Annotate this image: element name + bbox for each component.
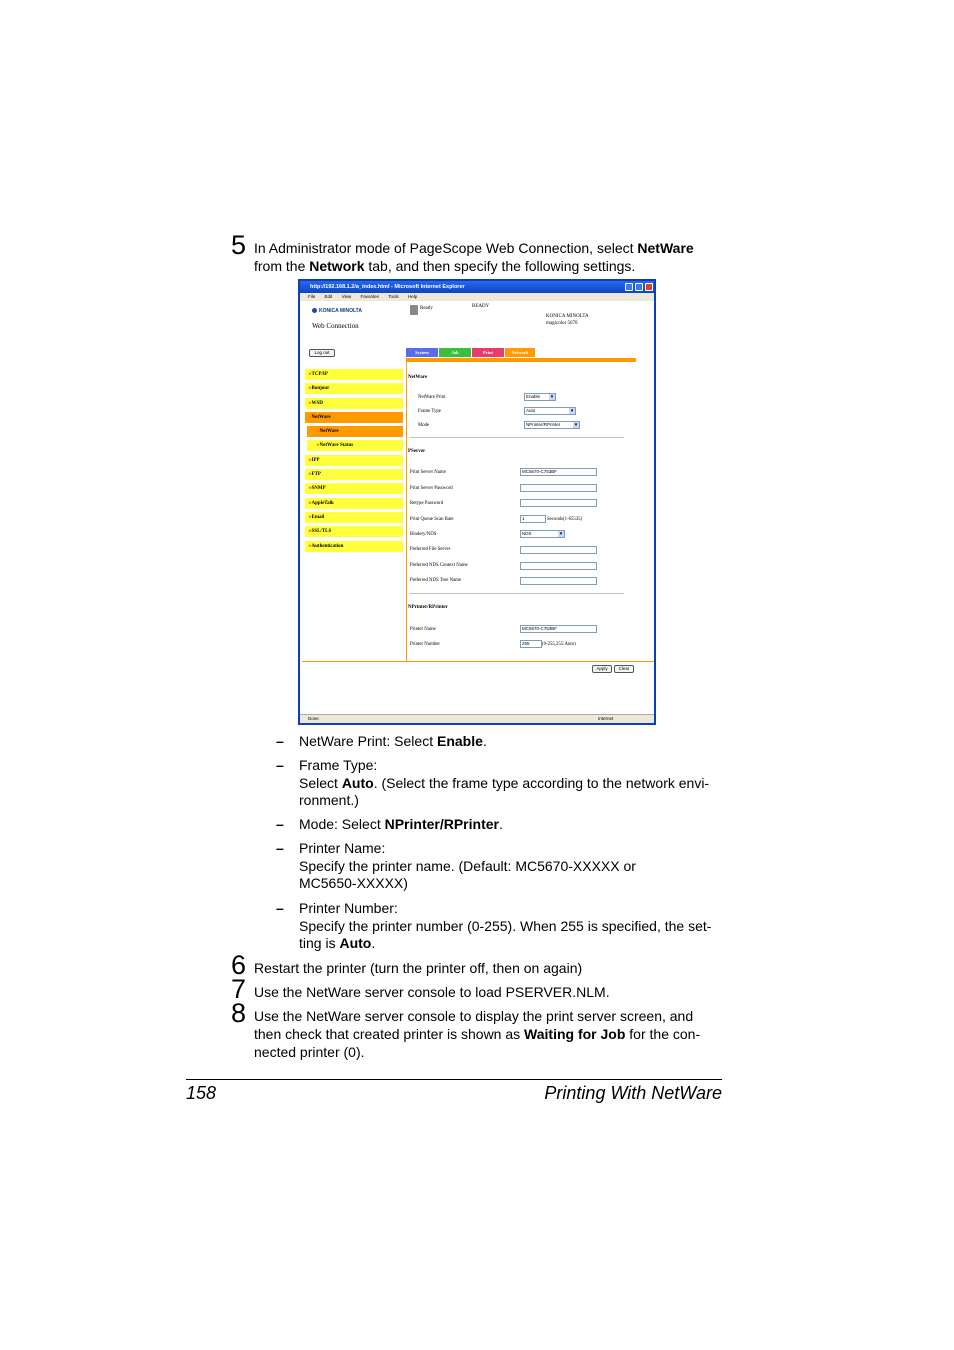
clear-button[interactable]: Clear (614, 665, 634, 673)
window-titlebar (300, 281, 654, 293)
apply-button[interactable]: Apply (592, 665, 612, 673)
bindery-nds-label: Bindery/NDS (410, 532, 437, 537)
bullet-dash: – (276, 733, 284, 749)
bullet-item (299, 757, 729, 810)
sidebar-item-wsd[interactable]: ▸ WSD (305, 398, 403, 409)
menu-tools[interactable]: Tools (388, 294, 399, 299)
preferred-file-server-label: Preferred File Server (410, 547, 451, 552)
preferred-nds-tree-label: Preferred NDS Tree Name (410, 578, 462, 583)
status-value: READY (472, 304, 490, 309)
bullet-heading: Frame Type: (299, 757, 378, 773)
text-run: from the (254, 258, 310, 274)
menu-help[interactable]: Help (407, 294, 418, 299)
text-run: In Administrator mode of PageScope Web Connection, select (254, 240, 638, 256)
footer-rule (186, 1079, 722, 1080)
bullet-heading: Printer Number: (299, 900, 398, 916)
sidebar-item-tcpip[interactable]: ▸ TCP/IP (305, 369, 403, 380)
bold-run: NetWare (637, 240, 694, 256)
menu-bar (300, 293, 654, 301)
sidebar (305, 369, 403, 555)
bold-run: Waiting for Job (524, 1026, 626, 1042)
close-icon[interactable] (645, 283, 653, 291)
form-bottom-rule (302, 661, 654, 662)
section-nprinter: NPrinter/RPrinter (408, 605, 448, 610)
bullet-dash: – (276, 757, 284, 773)
printer-number-hint: (0-255,255:Auto) (542, 642, 576, 647)
text-run: Specify the printer number (0-255). When 255 is specified, the set-ting is (299, 917, 712, 951)
tab-job[interactable]: Job (439, 348, 471, 357)
text-run: . (371, 935, 376, 951)
frame-type-select[interactable]: Auto ▾ (524, 407, 576, 415)
retype-password-input[interactable] (520, 499, 597, 507)
text-run: . (Select the frame type according to the network envi-ronment.) (299, 774, 710, 808)
print-server-name-input[interactable]: MC5670-C753BF (520, 468, 597, 476)
scan-rate-input[interactable]: 1 (520, 515, 546, 523)
status-bar (300, 714, 654, 723)
status-label: Ready (420, 306, 433, 311)
printer-icon (410, 305, 418, 315)
menu-file[interactable]: File (308, 294, 316, 299)
step-text (254, 1007, 724, 1061)
bold-run: Network (309, 258, 365, 274)
step-number: 8 (231, 998, 247, 1028)
netware-print-label: NetWare Print (418, 395, 446, 400)
step-text: Use the NetWare server console to load PSERVER.NLM. (254, 984, 610, 1000)
bullet-item (299, 900, 729, 953)
text-run: . (498, 816, 503, 832)
bold-run: Auto (339, 935, 372, 951)
netware-print-select[interactable]: Enable ▾ (524, 393, 556, 401)
text-run: Specify the printer name. (Default: MC5670-XXXXX or MC5650-XXXXX) (299, 857, 636, 891)
scan-rate-label: Print Queue Scan Rate (410, 517, 454, 522)
bold-run: Auto (341, 774, 374, 791)
scan-rate-hint: Seconds(1-65535) (547, 517, 583, 522)
printer-name-label: Printer Name (410, 627, 436, 632)
sidebar-item-email[interactable]: ▸ Email (305, 512, 403, 523)
printer-number-label: Printer Number (410, 642, 440, 647)
preferred-nds-tree-input[interactable] (520, 577, 597, 585)
page-number: 158 (186, 1083, 217, 1103)
preferred-file-server-input[interactable] (520, 546, 597, 554)
bullet-dash: – (276, 900, 284, 916)
tab-print[interactable]: Print (472, 348, 504, 357)
sidebar-subitem-netware-status[interactable]: ▸ NetWare Status (307, 440, 403, 451)
print-server-password-label: Print Server Password (410, 486, 453, 491)
brand-logo: KONICA MINOLTA (312, 308, 362, 314)
text-run: Select (299, 774, 342, 791)
sidebar-item-authentication[interactable]: ▸ Authentication (305, 541, 403, 552)
logout-button[interactable]: Log out (309, 349, 335, 357)
preferred-nds-context-input[interactable] (520, 562, 597, 570)
sidebar-item-ssltls[interactable]: ▸ SSL/TLS (305, 526, 403, 537)
section-pserver: PServer (408, 449, 426, 454)
sidebar-item-ftp[interactable]: ▸ FTP (305, 469, 403, 480)
bullet-item (299, 816, 729, 834)
content-divider (406, 362, 407, 662)
model-info (546, 313, 589, 327)
mode-select[interactable]: NPrinter/RPrinter ▾ (524, 421, 580, 429)
tab-system[interactable]: System (406, 348, 438, 357)
bullet-item (299, 733, 729, 751)
menu-view[interactable]: View (341, 294, 352, 299)
bullet-item (299, 840, 659, 893)
printer-name-input[interactable]: MC5670-C753BF (520, 625, 597, 633)
printer-number-input[interactable]: 255 (520, 640, 542, 648)
sidebar-item-bonjour[interactable]: ▸ Bonjour (305, 383, 403, 394)
print-server-password-input[interactable] (520, 484, 597, 492)
text-run: Use the NetWare server console to display the print server screen, and then check that created printer is shown as (254, 1008, 694, 1042)
menu-favorites[interactable]: Favorites (360, 294, 380, 299)
menu-edit[interactable]: Edit (324, 294, 333, 299)
chapter-title: Printing With NetWare (544, 1083, 722, 1103)
bullet-dash: – (276, 840, 284, 856)
preferred-nds-context-label: Preferred NDS Context Name (410, 563, 468, 568)
sidebar-item-netware[interactable]: ▸ NetWare (305, 412, 403, 423)
step-number: 7 (231, 974, 247, 1004)
section-netware: NetWare (408, 375, 428, 380)
section-rule (410, 437, 624, 438)
model-name: magicolor 5670 (546, 321, 578, 326)
text-run: Mode: Select (299, 816, 385, 832)
bold-run: Enable (436, 733, 483, 749)
tab-underline (406, 358, 636, 362)
window-title: http://192.168.1.2/a_index.html - Microsoft Internet Explorer (310, 284, 465, 290)
step-text (254, 239, 724, 275)
status-done: Done (308, 716, 319, 721)
bullet-dash: – (276, 816, 284, 832)
step-text: Restart the printer (turn the printer off, then on again) (254, 960, 583, 976)
mode-label: Mode (418, 423, 430, 428)
sidebar-item-appletalk[interactable]: ▸ AppleTalk (305, 498, 403, 509)
model-brand: KONICA MINOLTA (546, 314, 589, 319)
print-server-name-label: Print Server Name (410, 470, 446, 475)
product-logo: Web Connection (312, 322, 359, 330)
bold-run: NPrinter/RPrinter (384, 816, 499, 832)
frame-type-label: Frame Type (418, 409, 441, 414)
minimize-icon[interactable] (625, 283, 633, 291)
retype-password-label: Retype Password (410, 501, 444, 506)
browser-screenshot (298, 279, 656, 725)
status-zone: Internet (598, 716, 614, 721)
bullet-heading: Printer Name: (299, 840, 386, 856)
step-number: 6 (231, 950, 247, 980)
text-run: NetWare Print: Select (299, 733, 437, 749)
sidebar-item-ipp[interactable]: ▸ IPP (305, 455, 403, 466)
section-rule (410, 593, 624, 594)
sidebar-subitem-netware[interactable]: ▸ NetWare (307, 426, 403, 437)
text-run: for the con-nected printer (0). (254, 1026, 701, 1060)
sidebar-item-snmp[interactable]: ▸ SNMP (305, 483, 403, 494)
bindery-nds-select[interactable]: NDS ▾ (520, 530, 565, 538)
maximize-icon[interactable] (635, 283, 643, 291)
tab-network[interactable]: Network (505, 348, 535, 357)
step-number: 5 (231, 230, 247, 260)
text-run: . (482, 733, 487, 749)
text-run: tab, and then specify the following settings. (364, 258, 636, 274)
